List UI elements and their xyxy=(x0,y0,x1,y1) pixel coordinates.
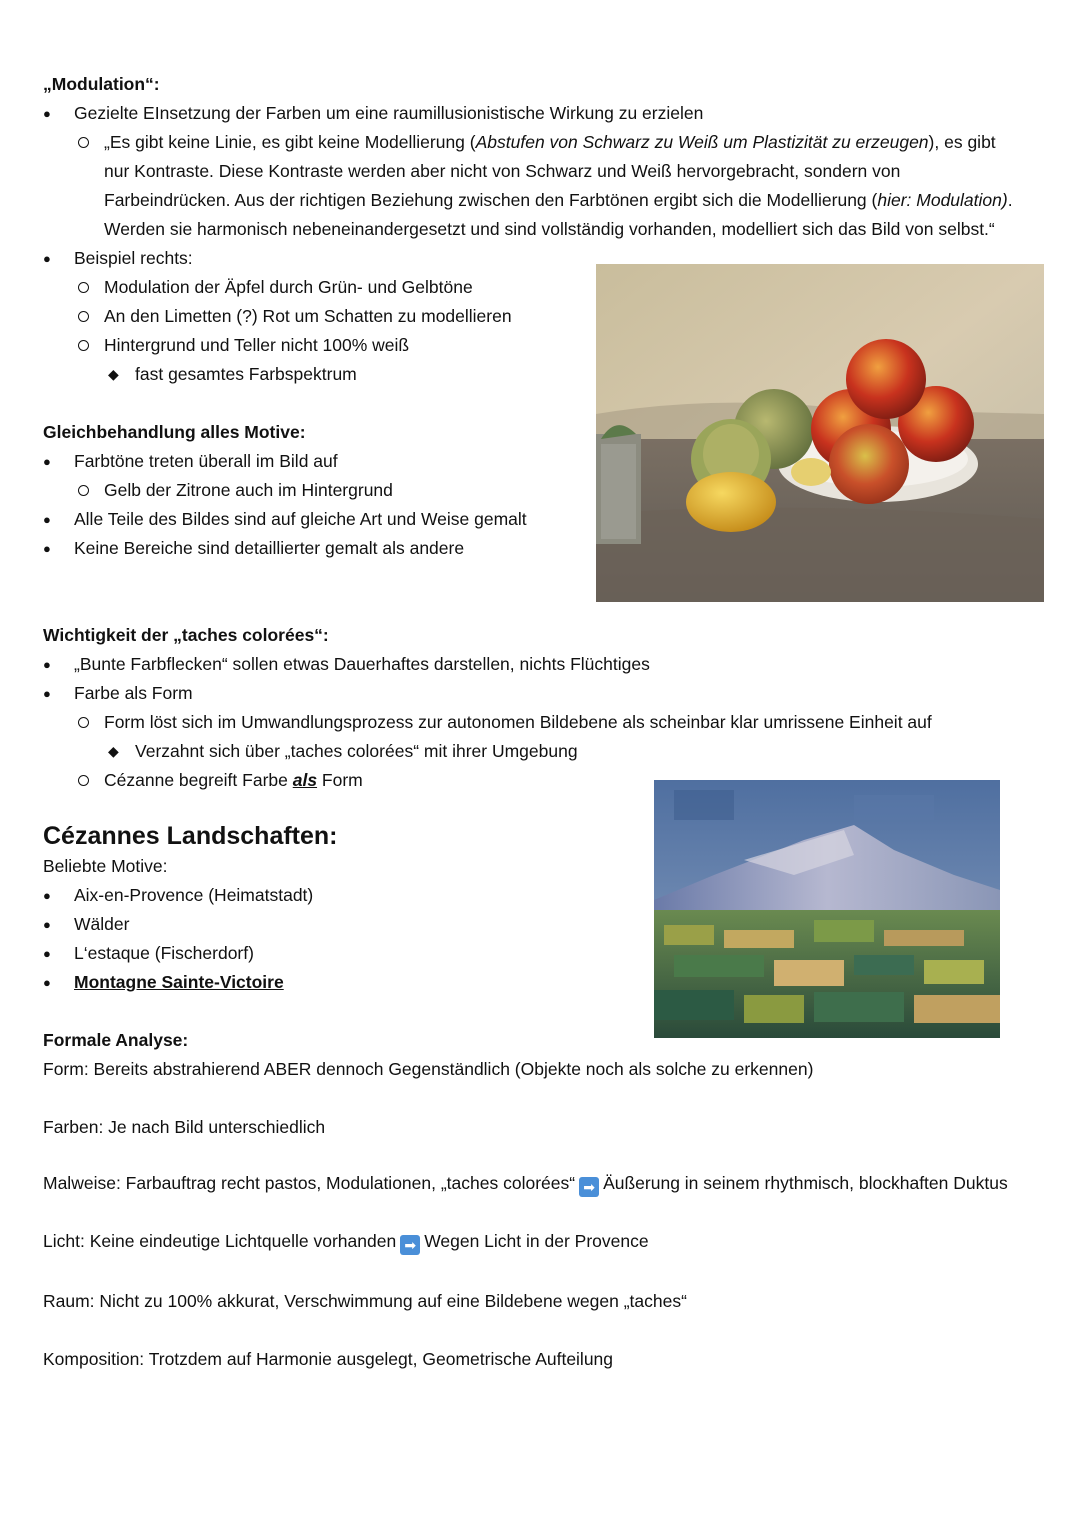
section-heading-analyse: Formale Analyse: xyxy=(43,1030,189,1050)
modulation-diamond: fast gesamtes Farbspektrum xyxy=(135,364,357,384)
diamond-bullet-icon: ◆ xyxy=(108,366,119,382)
landschaften-item-2: Wälder xyxy=(74,914,130,934)
bullet-icon: ● xyxy=(43,512,51,527)
landschaften-item-3: L‘estaque (Fischerdorf) xyxy=(74,943,254,963)
taches-bullet-2: Farbe als Form xyxy=(74,683,193,703)
bullet-icon: ● xyxy=(43,541,51,556)
modulation-bullet-2: Beispiel rechts: xyxy=(74,248,193,268)
bullet-icon: ● xyxy=(43,946,51,961)
montagne-sainte-victoire-painting xyxy=(654,780,1000,1038)
analyse-farben: Farben: Je nach Bild unterschiedlich xyxy=(43,1117,326,1137)
landschaften-item-1: Aix-en-Provence (Heimatstadt) xyxy=(74,885,314,905)
landschaften-intro: Beliebte Motive: xyxy=(43,856,168,876)
gleich-sub-1: Gelb der Zitrone auch im Hintergrund xyxy=(104,480,393,500)
section-heading-taches: Wichtigkeit der „taches colorées“: xyxy=(43,625,329,645)
circle-bullet-icon xyxy=(78,137,89,148)
modulation-bullet-1: Gezielte EInsetzung der Farben um eine raumillusionistische Wirkung zu erzielen xyxy=(74,103,704,123)
quote-line-2: nur Kontraste. Diese Kontraste werden aber nicht von Schwarz und Weiß hervorgebracht, sondern von xyxy=(104,161,901,181)
analyse-raum: Raum: Nicht zu 100% akkurat, Verschwimmung auf eine Bildebene wegen „taches“ xyxy=(43,1291,687,1311)
section-heading-modulation: „Modulation“: xyxy=(43,74,160,94)
arrow-right-icon: ➡ xyxy=(400,1235,420,1255)
circle-bullet-icon xyxy=(78,717,89,728)
modulation-sub-2: An den Limetten (?) Rot um Schatten zu modellieren xyxy=(104,306,512,326)
taches-sub-2: Cézanne begreift Farbe als Form xyxy=(104,770,363,790)
quote-line-4: Werden sie harmonisch nebeneinandergesetzt und sind vollständig vorhanden, modelliert sich das Bild von selbst.“ xyxy=(104,219,995,239)
bullet-icon: ● xyxy=(43,106,51,121)
still-life-apples-painting xyxy=(596,264,1044,602)
bullet-icon: ● xyxy=(43,686,51,701)
circle-bullet-icon xyxy=(78,485,89,496)
circle-bullet-icon xyxy=(78,775,89,786)
gleich-bullet-2: Alle Teile des Bildes sind auf gleiche Art und Weise gemalt xyxy=(74,509,527,529)
landschaften-item-highlight: Montagne Sainte-Victoire xyxy=(74,972,284,992)
analyse-licht: Licht: Keine eindeutige Lichtquelle vorhanden ➡ Wegen Licht in der Provence xyxy=(43,1231,649,1253)
bullet-icon: ● xyxy=(43,888,51,903)
modulation-sub-3: Hintergrund und Teller nicht 100% weiß xyxy=(104,335,410,355)
analyse-malweise: Malweise: Farbauftrag recht pastos, Modulationen, „taches colorées“ ➡ Äußerung in seinem rhythmisch, blockhaften Duktus xyxy=(43,1173,1008,1195)
taches-sub-1: Form löst sich im Umwandlungsprozess zur autonomen Bildebene als scheinbar klar umrissene Einheit auf xyxy=(104,712,932,732)
circle-bullet-icon xyxy=(78,282,89,293)
bullet-icon: ● xyxy=(43,975,51,990)
bullet-icon: ● xyxy=(43,454,51,469)
circle-bullet-icon xyxy=(78,311,89,322)
circle-bullet-icon xyxy=(78,340,89,351)
gleich-bullet-3: Keine Bereiche sind detaillierter gemalt als andere xyxy=(74,538,465,558)
gleich-bullet-1: Farbtöne treten überall im Bild auf xyxy=(74,451,338,471)
diamond-bullet-icon: ◆ xyxy=(108,743,119,759)
section-heading-landschaften: Cézannes Landschaften: xyxy=(43,822,338,850)
taches-bullet-1: „Bunte Farbflecken“ sollen etwas Dauerhaftes darstellen, nichts Flüchtiges xyxy=(74,654,650,674)
bullet-icon: ● xyxy=(43,251,51,266)
modulation-sub-1: Modulation der Äpfel durch Grün- und Gelbtöne xyxy=(104,277,473,297)
taches-diamond: Verzahnt sich über „taches colorées“ mit ihrer Umgebung xyxy=(135,741,578,761)
analyse-form: Form: Bereits abstrahierend ABER dennoch Gegenständlich (Objekte noch als solche zu erkennen) xyxy=(43,1059,814,1079)
quote-line-3: Farbeindrücken. Aus der richtigen Beziehung zwischen den Farbtönen ergibt sich die Modellierung (hier: Modulation). xyxy=(104,190,1013,210)
bullet-icon: ● xyxy=(43,917,51,932)
section-heading-gleichbehandlung: Gleichbehandlung alles Motive: xyxy=(43,422,306,442)
analyse-komposition: Komposition: Trotzdem auf Harmonie ausgelegt, Geometrische Aufteilung xyxy=(43,1349,614,1369)
quote-line-1: „Es gibt keine Linie, es gibt keine Modellierung (Abstufen von Schwarz zu Weiß um Plastizität zu erzeugen), es gibt xyxy=(104,132,996,152)
bullet-icon: ● xyxy=(43,657,51,672)
arrow-right-icon: ➡ xyxy=(579,1177,599,1197)
